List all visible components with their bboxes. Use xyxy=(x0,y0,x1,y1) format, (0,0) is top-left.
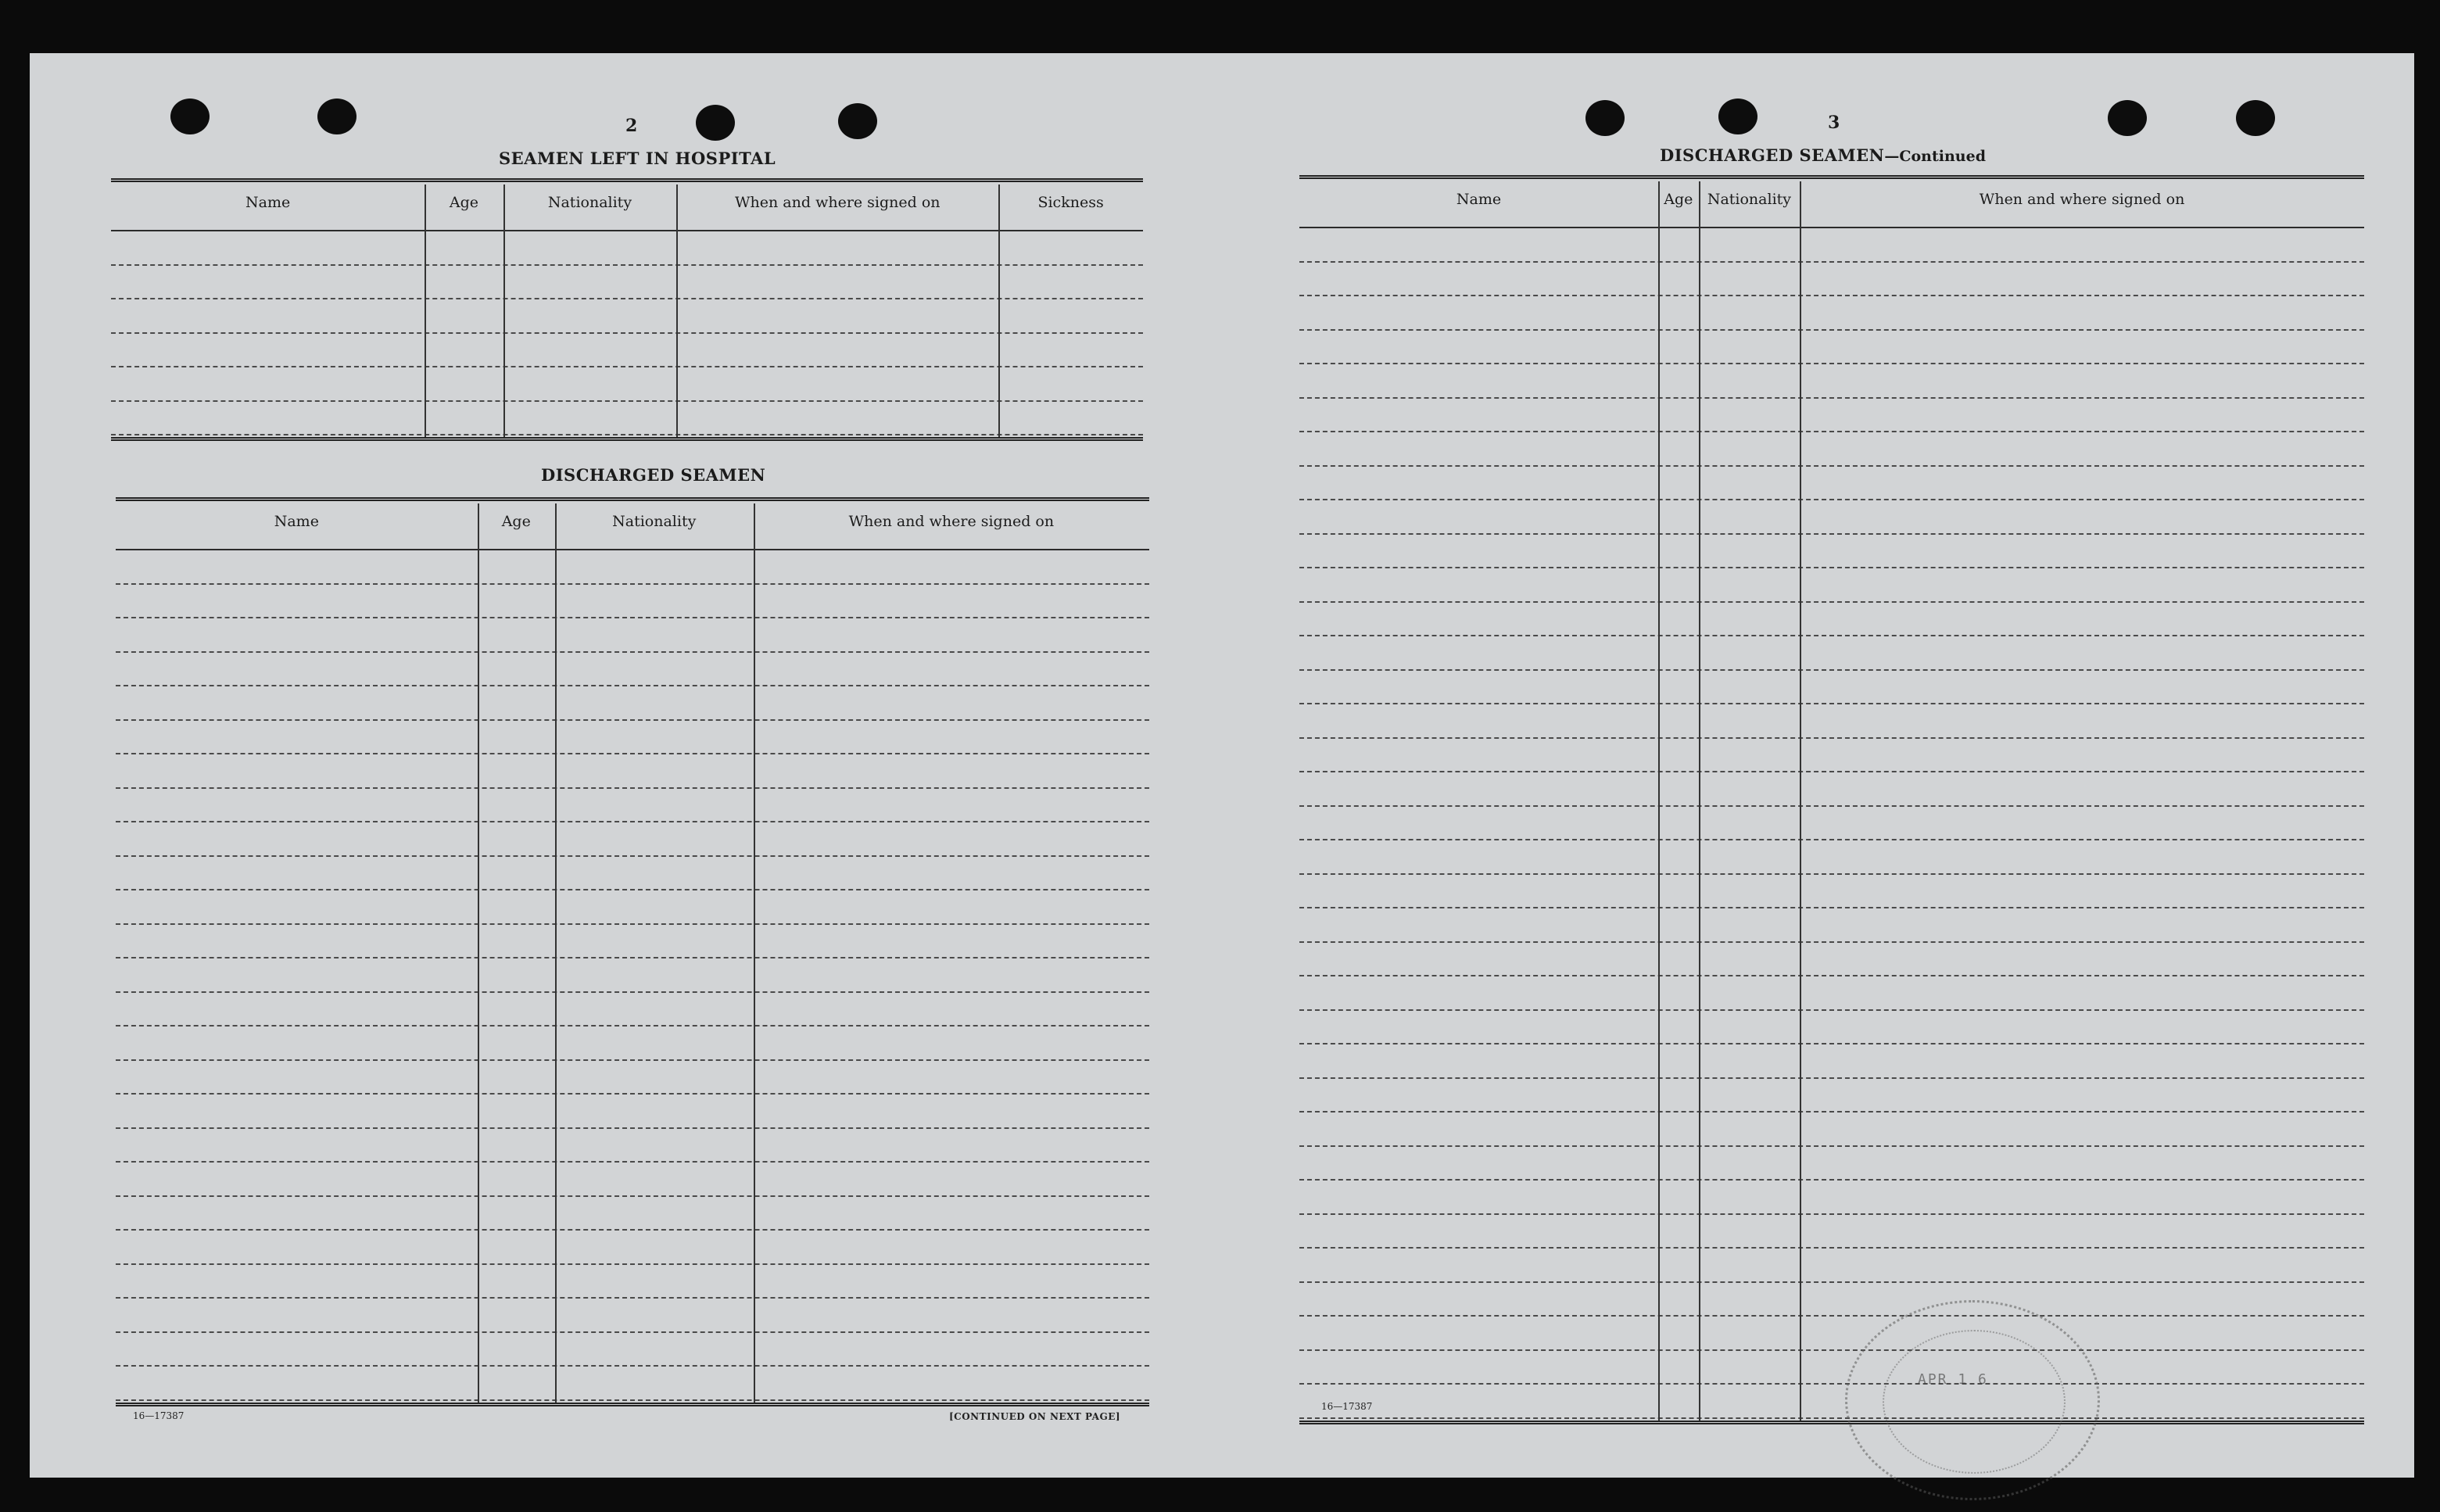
table-row xyxy=(116,957,1149,958)
column-header: Nationality xyxy=(612,513,697,530)
table-row xyxy=(116,855,1149,857)
table-row xyxy=(116,821,1149,822)
table-row xyxy=(1299,431,2364,432)
table-row xyxy=(116,651,1149,653)
table-row xyxy=(116,923,1149,925)
column-divider xyxy=(754,503,755,1404)
postmark-stamp xyxy=(1845,1300,2100,1500)
column-header: Name xyxy=(274,513,319,530)
column-divider xyxy=(1699,181,1700,1422)
punch-hole xyxy=(317,99,357,134)
table-row xyxy=(111,400,1143,402)
table-row xyxy=(1299,771,2364,772)
punch-hole xyxy=(2108,100,2147,136)
column-header: Nationality xyxy=(547,194,632,211)
table-row xyxy=(1299,533,2364,535)
table-row xyxy=(1299,363,2364,364)
column-header: Age xyxy=(1664,191,1693,208)
table-row xyxy=(1299,261,2364,263)
table-row xyxy=(116,787,1149,789)
table-row xyxy=(1299,1315,2364,1317)
discharged-continued-title-main: DISCHARGED SEAMEN xyxy=(1660,145,1885,165)
table-row xyxy=(116,617,1149,618)
table-row xyxy=(1299,1349,2364,1351)
table-row xyxy=(116,719,1149,721)
column-header: Nationality xyxy=(1707,191,1792,208)
table-row xyxy=(1299,1247,2364,1249)
table-row xyxy=(116,889,1149,890)
table-row xyxy=(1299,873,2364,875)
discharged-table xyxy=(116,497,1149,1404)
table-row xyxy=(1299,1281,2364,1283)
table-row xyxy=(1299,499,2364,500)
table-row xyxy=(116,1195,1149,1197)
table-top-rule xyxy=(1299,175,2364,179)
column-divider xyxy=(555,503,557,1404)
table-row xyxy=(1299,669,2364,671)
column-header: Age xyxy=(449,194,478,211)
header-rule xyxy=(111,230,1143,231)
table-row xyxy=(1299,1213,2364,1215)
continued-note: [CONTINUED ON NEXT PAGE] xyxy=(949,1411,1121,1422)
table-row xyxy=(116,1399,1149,1401)
table-row xyxy=(116,1059,1149,1061)
table-row xyxy=(1299,567,2364,568)
table-row xyxy=(111,264,1143,266)
header-rule xyxy=(116,549,1149,550)
table-row xyxy=(116,1127,1149,1129)
table-row xyxy=(1299,1111,2364,1113)
discharged-continued-table xyxy=(1299,175,2364,1399)
table-row xyxy=(1299,703,2364,704)
table-row xyxy=(116,1025,1149,1027)
table-row xyxy=(111,366,1143,367)
discharged-section-title: DISCHARGED SEAMEN xyxy=(541,465,766,485)
table-row xyxy=(116,1297,1149,1299)
form-number-left: 16—17387 xyxy=(133,1410,185,1421)
table-bottom-rule xyxy=(116,1403,1149,1406)
table-row xyxy=(116,583,1149,585)
column-header: Name xyxy=(245,194,291,211)
page-number-left: 2 xyxy=(625,116,638,136)
table-row xyxy=(116,685,1149,686)
punch-hole xyxy=(2236,100,2275,136)
table-row xyxy=(1299,839,2364,840)
table-row xyxy=(1299,1383,2364,1385)
table-row xyxy=(1299,1179,2364,1181)
table-top-rule xyxy=(111,178,1143,182)
table-row xyxy=(1299,737,2364,739)
table-row xyxy=(116,753,1149,754)
column-divider xyxy=(998,185,1000,439)
table-row xyxy=(1299,397,2364,399)
table-row xyxy=(116,1093,1149,1095)
column-header: Name xyxy=(1456,191,1502,208)
column-header: When and where signed on xyxy=(735,194,941,211)
table-row xyxy=(1299,1043,2364,1044)
table-row xyxy=(1299,1077,2364,1079)
table-row xyxy=(1299,1009,2364,1011)
header-rule xyxy=(1299,227,2364,228)
table-row xyxy=(1299,635,2364,636)
column-divider xyxy=(1800,181,1801,1422)
table-row xyxy=(111,298,1143,299)
column-divider xyxy=(478,503,479,1404)
table-row xyxy=(111,434,1143,435)
postmark-date: APR 1 6 xyxy=(1918,1371,1988,1388)
table-row xyxy=(1299,1145,2364,1147)
column-header: When and where signed on xyxy=(1979,191,2185,208)
punch-hole xyxy=(170,99,210,134)
table-top-rule xyxy=(116,497,1149,501)
table-bottom-rule xyxy=(1299,1421,2364,1424)
column-header: Age xyxy=(501,513,531,530)
hospital-section-title: SEAMEN LEFT IN HOSPITAL xyxy=(499,149,776,168)
table-row xyxy=(111,332,1143,334)
table-row xyxy=(116,1161,1149,1163)
table-row xyxy=(1299,295,2364,296)
column-divider xyxy=(503,185,505,439)
table-row xyxy=(1299,907,2364,908)
table-row xyxy=(1299,975,2364,976)
table-row xyxy=(116,991,1149,993)
table-bottom-rule xyxy=(111,437,1143,441)
punch-hole xyxy=(696,105,735,141)
column-divider xyxy=(1658,181,1660,1422)
hospital-table xyxy=(111,178,1143,495)
table-row xyxy=(1299,1417,2364,1419)
column-divider xyxy=(425,185,426,439)
table-row xyxy=(1299,465,2364,467)
table-row xyxy=(1299,601,2364,603)
table-row xyxy=(116,1229,1149,1231)
postmark-stamp-inner xyxy=(1883,1330,2066,1474)
table-row xyxy=(1299,941,2364,943)
table-row xyxy=(116,1263,1149,1265)
table-row xyxy=(1299,805,2364,807)
punch-hole xyxy=(1718,99,1757,134)
page-number-right: 3 xyxy=(1828,113,1840,133)
discharged-continued-title xyxy=(1660,145,1986,165)
table-row xyxy=(1299,329,2364,331)
column-header: Sickness xyxy=(1037,194,1104,211)
document-sheet xyxy=(30,53,2414,1478)
form-number-right: 16—17387 xyxy=(1321,1401,1373,1412)
punch-hole xyxy=(838,103,877,139)
column-header: When and where signed on xyxy=(848,513,1055,530)
table-row xyxy=(116,1331,1149,1333)
punch-hole xyxy=(1585,100,1625,136)
table-row xyxy=(116,1365,1149,1367)
column-divider xyxy=(676,185,678,439)
discharged-continued-title-suffix: —Continued xyxy=(1884,148,1986,165)
